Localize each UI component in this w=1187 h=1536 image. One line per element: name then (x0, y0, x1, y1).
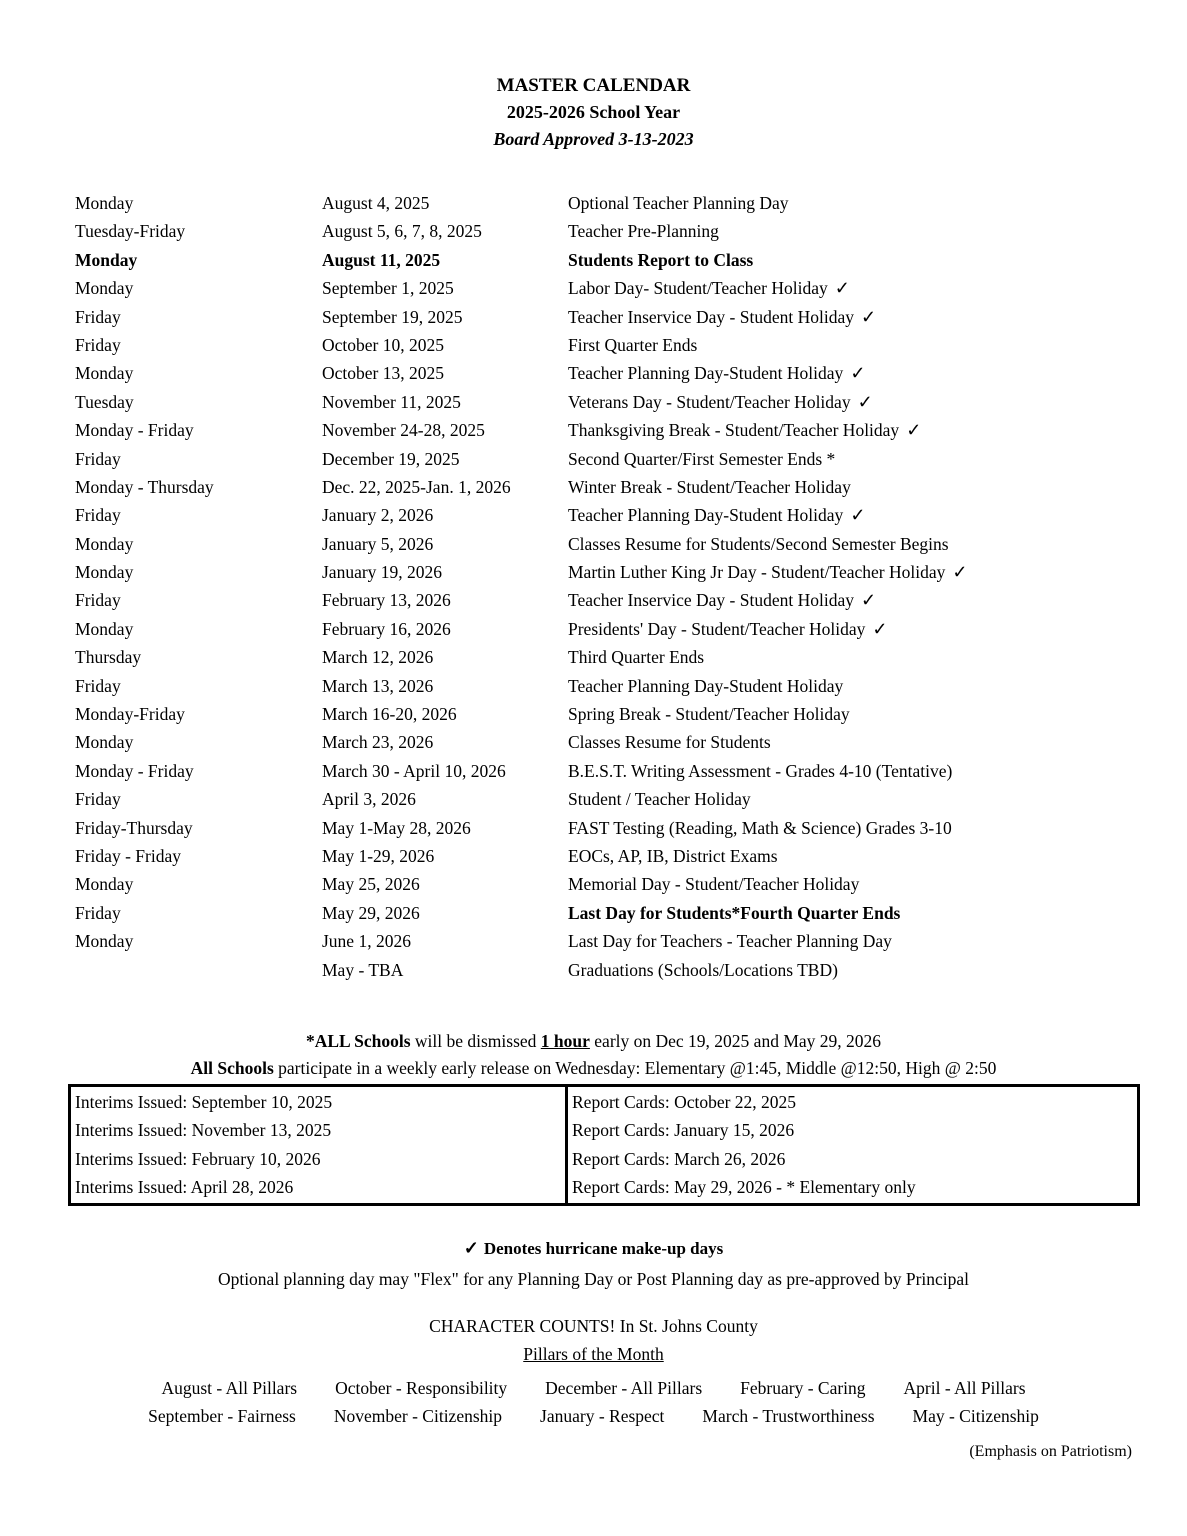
interims-cell-text: Interims Issued: November 13, 2025 (75, 1120, 332, 1141)
row-date: August 11, 2025 (322, 249, 441, 270)
calendar-table (75, 189, 1157, 984)
calendar-row (75, 842, 1157, 870)
pillar-item: February - Caring (740, 1378, 866, 1399)
event-text: B.E.S.T. Writing Assessment - Grades 4-10 (Tentative) (568, 760, 953, 781)
row-event (568, 785, 1157, 813)
check-icon: ✓ (860, 306, 877, 327)
row-date: August 4, 2025 (322, 193, 430, 213)
pillars-row (0, 1374, 1187, 1402)
row-day: Monday (75, 249, 138, 270)
pillar-item: November - Citizenship (333, 1406, 503, 1427)
row-day: Thursday (75, 647, 142, 668)
row-event (568, 359, 1157, 387)
event-text: Teacher Planning Day-Student Holiday (568, 505, 844, 526)
row-date: November 24-28, 2025 (322, 420, 485, 441)
calendar-row (75, 700, 1157, 728)
event-text: Classes Resume for Students (568, 732, 771, 753)
report-cards-column (568, 1087, 1137, 1203)
dismissal-note-line1 (0, 1028, 1187, 1055)
check-icon: ✓ (952, 562, 968, 583)
interims-cell-text: Interims Issued: February 10, 2026 (75, 1148, 321, 1169)
calendar-row (75, 501, 1157, 529)
row-event (568, 189, 1157, 217)
calendar-row (75, 870, 1157, 898)
row-day: Friday (75, 334, 121, 355)
pillar-item: January - Respect (540, 1406, 665, 1427)
pillar-item: December - All Pillars (545, 1378, 703, 1399)
row-date: March 16-20, 2026 (322, 704, 457, 725)
note-part: All Schools (190, 1057, 274, 1078)
calendar-row (75, 331, 1157, 359)
row-event (568, 558, 1157, 586)
event-text: Teacher Inservice Day - Student Holiday (568, 590, 854, 611)
check-icon: ✓ (860, 590, 877, 611)
row-day: Monday (75, 193, 134, 213)
row-date: May - TBA (322, 959, 404, 980)
row-day: Monday - Friday (75, 760, 194, 781)
interims-cell-text: Interims Issued: September 10, 2025 (75, 1091, 333, 1112)
check-icon: ✓ (463, 1238, 479, 1259)
calendar-row (75, 927, 1157, 955)
row-day: Monday - Friday (75, 420, 194, 441)
row-date: October 13, 2025 (322, 363, 444, 384)
document-header (0, 72, 1187, 153)
row-date: Dec. 22, 2025-Jan. 1, 2026 (322, 476, 511, 497)
check-icon: ✓ (850, 363, 866, 384)
row-event (568, 615, 1157, 643)
emphasis-note: (Emphasis on Patriotism) (969, 1442, 1132, 1460)
board-approved-line: Board Approved 3-13-2023 (493, 129, 694, 149)
row-date: December 19, 2025 (322, 448, 460, 469)
event-text: Spring Break - Student/Teacher Holiday (568, 704, 850, 725)
row-date: January 19, 2026 (322, 562, 443, 583)
report-card-cell-text: Report Cards: May 29, 2026 - * Elementary only (572, 1176, 916, 1197)
calendar-row (75, 217, 1157, 245)
pillars-row (0, 1402, 1187, 1430)
event-text: Teacher Pre-Planning (568, 221, 719, 242)
row-day: Friday (75, 675, 121, 696)
calendar-row (75, 274, 1157, 302)
check-icon: ✓ (850, 505, 866, 526)
row-event (568, 586, 1157, 614)
row-day: Monday (75, 278, 134, 299)
calendar-row (75, 416, 1157, 444)
row-day: Monday (75, 562, 134, 583)
event-text: Third Quarter Ends (568, 647, 705, 668)
row-date: March 23, 2026 (322, 732, 434, 753)
row-day: Friday (75, 306, 121, 327)
row-date: September 1, 2025 (322, 278, 454, 299)
row-event (568, 757, 1157, 785)
event-text: Teacher Inservice Day - Student Holiday (568, 306, 854, 327)
row-day: Friday (75, 505, 121, 526)
note-part: 1 hour (540, 1030, 590, 1051)
pillar-item: March - Trustworthiness (702, 1406, 875, 1427)
note-part: early on Dec 19, 2025 and May 29, 2026 (589, 1030, 882, 1051)
event-text: Presidents' Day - Student/Teacher Holiday (568, 618, 866, 639)
row-date: August 5, 6, 7, 8, 2025 (322, 221, 482, 242)
row-day (75, 956, 322, 984)
row-day: Tuesday-Friday (75, 221, 186, 242)
row-event (568, 672, 1157, 700)
event-text: Classes Resume for Students/Second Semester Begins (568, 533, 949, 554)
row-date: May 1-29, 2026 (322, 845, 435, 866)
pillars-title-text: Pillars of the Month (523, 1344, 664, 1365)
row-date: February 16, 2026 (322, 618, 451, 639)
calendar-row (75, 473, 1157, 501)
row-event (568, 246, 1157, 274)
row-event (568, 842, 1157, 870)
check-icon: ✓ (834, 278, 850, 299)
pillar-item: May - Citizenship (912, 1406, 1039, 1427)
row-event (568, 303, 1157, 331)
calendar-row (75, 785, 1157, 813)
check-icon: ✓ (857, 391, 873, 412)
event-text: Veterans Day - Student/Teacher Holiday (568, 391, 851, 412)
interims-cell-text: Interims Issued: April 28, 2026 (75, 1176, 294, 1197)
row-event (568, 870, 1157, 898)
row-date: November 11, 2025 (322, 391, 461, 412)
calendar-row (75, 303, 1157, 331)
pillars-rows (0, 1374, 1187, 1431)
row-day: Monday (75, 533, 134, 554)
row-event (568, 274, 1157, 302)
event-text: Winter Break - Student/Teacher Holiday (568, 476, 851, 497)
calendar-row (75, 899, 1157, 927)
row-day: Friday (75, 590, 121, 611)
interims-column (71, 1087, 568, 1203)
row-event (568, 388, 1157, 416)
event-text: Last Day for Students*Fourth Quarter Ends (568, 902, 901, 923)
calendar-row (75, 643, 1157, 671)
event-text: FAST Testing (Reading, Math & Science) Grades 3-10 (568, 817, 952, 838)
report-card-cell-text: Report Cards: March 26, 2026 (572, 1148, 786, 1169)
row-day: Friday - Friday (75, 845, 181, 866)
pillar-item: September - Fairness (148, 1406, 296, 1427)
character-counts-section (0, 1316, 1187, 1461)
character-counts-title: CHARACTER COUNTS! In St. Johns County (429, 1316, 758, 1337)
row-day: Monday (75, 363, 134, 384)
event-text: Last Day for Teachers - Teacher Planning Day (568, 931, 892, 952)
row-date: May 25, 2026 (322, 874, 420, 895)
row-day: Monday (75, 618, 134, 639)
report-card-cell-text: Report Cards: October 22, 2025 (572, 1091, 797, 1112)
row-day: Monday - Thursday (75, 476, 214, 497)
row-event (568, 473, 1157, 501)
calendar-row (75, 757, 1157, 785)
row-date: October 10, 2025 (322, 334, 444, 355)
row-day: Friday (75, 448, 121, 469)
row-date: March 12, 2026 (322, 647, 434, 668)
pillar-item: October - Responsibility (335, 1378, 508, 1399)
calendar-row (75, 530, 1157, 558)
calendar-row (75, 672, 1157, 700)
row-date: January 2, 2026 (322, 505, 434, 526)
event-text: Optional Teacher Planning Day (568, 193, 789, 213)
check-icon: ✓ (872, 618, 888, 639)
row-date: June 1, 2026 (322, 931, 411, 952)
event-text: Students Report to Class (568, 249, 754, 270)
dismissal-note-line2 (0, 1055, 1187, 1082)
pillars-of-month-title (0, 1344, 1187, 1365)
row-date: March 30 - April 10, 2026 (322, 760, 506, 781)
row-day: Friday-Thursday (75, 817, 193, 838)
row-date: May 29, 2026 (322, 902, 420, 923)
pillar-item: August - All Pillars (161, 1378, 298, 1399)
row-event (568, 899, 1157, 927)
school-year-subtitle: 2025-2026 School Year (506, 102, 681, 122)
event-text: Thanksgiving Break - Student/Teacher Holiday (568, 420, 900, 441)
event-text: Teacher Planning Day-Student Holiday (568, 675, 844, 696)
note-part: participate in a weekly early release on Wednesday: Elementary @1:45, Middle @12:50, High @ 2:50 (273, 1057, 997, 1078)
row-event (568, 956, 1157, 984)
row-event (568, 643, 1157, 671)
event-text: Student / Teacher Holiday (568, 789, 751, 810)
note-part: *ALL Schools (305, 1030, 411, 1051)
row-event (568, 700, 1157, 728)
row-date: September 19, 2025 (322, 306, 463, 327)
page-title: MASTER CALENDAR (496, 75, 691, 96)
row-day: Monday (75, 931, 134, 952)
calendar-row (75, 359, 1157, 387)
calendar-row (75, 814, 1157, 842)
dismissal-notes (0, 1028, 1187, 1082)
event-text: Graduations (Schools/Locations TBD) (568, 959, 838, 980)
calendar-row (75, 615, 1157, 643)
row-day: Monday (75, 874, 134, 895)
pillar-item: April - All Pillars (903, 1378, 1026, 1399)
event-text: Teacher Planning Day-Student Holiday (568, 363, 844, 384)
calendar-row (75, 956, 1157, 984)
row-date: March 13, 2026 (322, 675, 434, 696)
row-date: February 13, 2026 (322, 590, 451, 611)
row-date: April 3, 2026 (322, 789, 416, 810)
row-day: Monday-Friday (75, 704, 185, 725)
row-event (568, 501, 1157, 529)
event-text: Labor Day- Student/Teacher Holiday (568, 278, 828, 299)
event-text: Second Quarter/First Semester Ends * (568, 448, 836, 469)
event-text: Martin Luther King Jr Day - Student/Teacher Holiday (568, 562, 946, 583)
event-text: EOCs, AP, IB, District Exams (568, 845, 778, 866)
flex-note: Optional planning day may "Flex" for any Planning Day or Post Planning day as pre-approved by Principal (217, 1269, 970, 1290)
row-date: May 1-May 28, 2026 (322, 817, 471, 838)
check-icon: ✓ (906, 420, 922, 441)
row-event (568, 445, 1157, 473)
calendar-row (75, 189, 1157, 217)
row-event (568, 530, 1157, 558)
row-day: Tuesday (75, 391, 134, 412)
interims-report-cards-box (68, 1084, 1140, 1206)
calendar-row (75, 586, 1157, 614)
event-text: Memorial Day - Student/Teacher Holiday (568, 874, 860, 895)
row-event (568, 927, 1157, 955)
row-day: Friday (75, 789, 121, 810)
row-event (568, 416, 1157, 444)
calendar-row (75, 728, 1157, 756)
note-part: will be dismissed (410, 1030, 541, 1051)
row-event (568, 814, 1157, 842)
hurricane-note (0, 1238, 1187, 1259)
hurricane-note-text: Denotes hurricane make-up days (483, 1239, 724, 1259)
row-day: Friday (75, 902, 121, 923)
row-event (568, 331, 1157, 359)
report-card-cell-text: Report Cards: January 15, 2026 (572, 1120, 795, 1141)
calendar-row (75, 388, 1157, 416)
calendar-row (75, 558, 1157, 586)
calendar-row (75, 246, 1157, 274)
row-event (568, 728, 1157, 756)
row-event (568, 217, 1157, 245)
calendar-row (75, 445, 1157, 473)
event-text: First Quarter Ends (568, 334, 698, 355)
row-day: Monday (75, 732, 134, 753)
row-date: January 5, 2026 (322, 533, 434, 554)
